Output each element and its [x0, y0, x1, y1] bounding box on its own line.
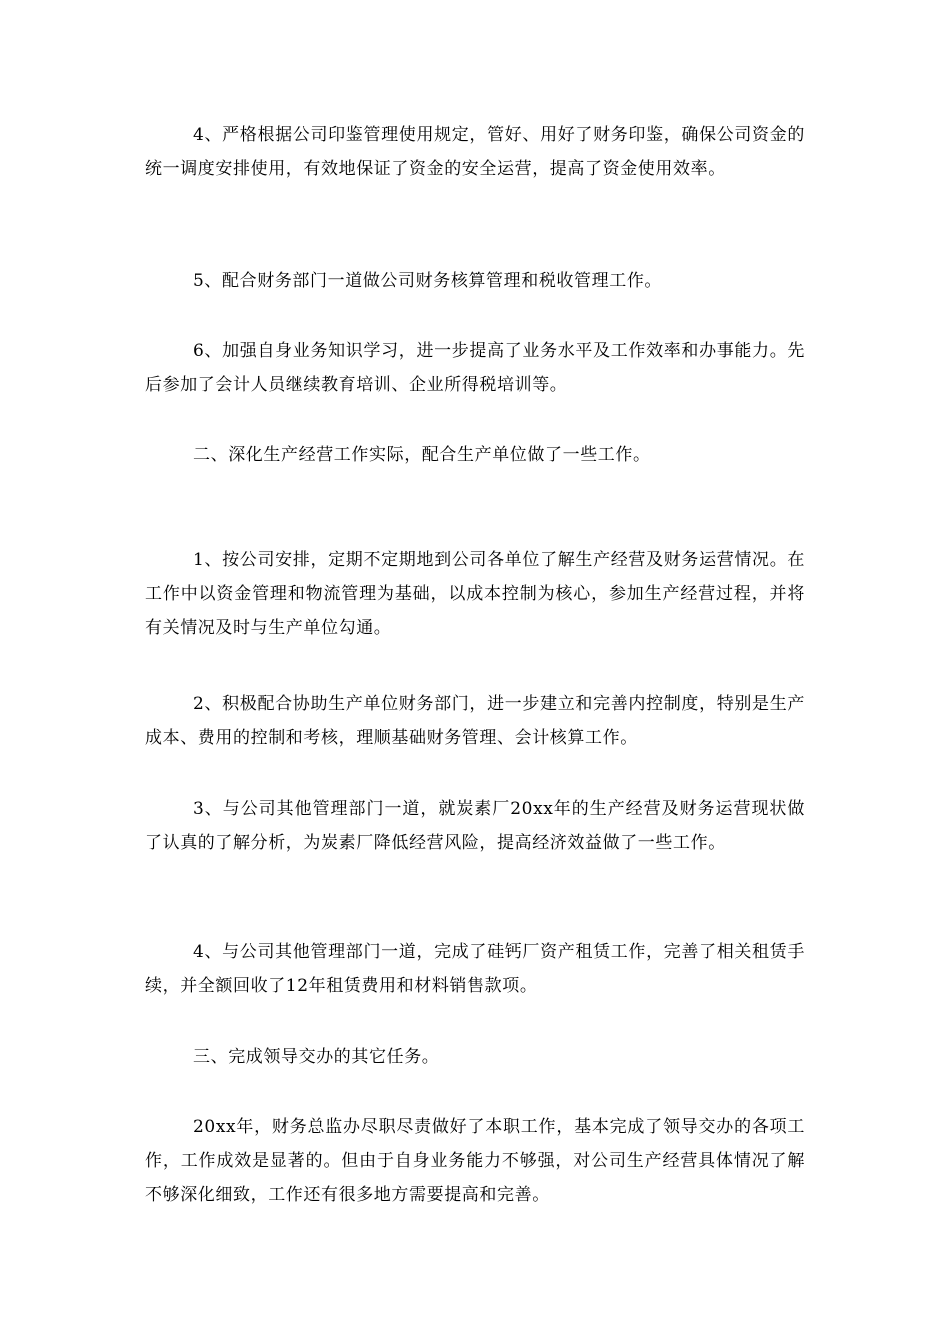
paragraph-summary: 20xx年，财务总监办尽职尽责做好了本职工作，基本完成了领导交办的各项工作，工作成效是显著的。但由于自身业务能力不够强，对公司生产经营具体情况了解不够深化细致，工作还有很多地方需要提高和完善。	[145, 1117, 805, 1205]
paragraph-site-visits: 1、按公司安排，定期不定期地到公司各单位了解生产经营及财务运营情况。在工作中以资金管理和物流管理为基础，以成本控制为核心，参加生产经营过程，并将有关情况及时与生产单位勾通。	[145, 550, 805, 638]
paragraph-internal-control: 2、积极配合协助生产单位财务部门，进一步建立和完善内控制度，特别是生产成本、费用的控制和考核，理顺基础财务管理、会计核算工作。	[145, 694, 805, 748]
paragraph-seal-management: 4、严格根据公司印鉴管理使用规定，管好、用好了财务印鉴，确保公司资金的统一调度安排使用，有效地保证了资金的安全运营，提高了资金使用效率。	[145, 125, 805, 179]
section-heading-other-tasks: 三、完成领导交办的其它任务。	[193, 1047, 440, 1067]
section-heading-production: 二、深化生产经营工作实际，配合生产单位做了一些工作。	[193, 445, 651, 465]
paragraph-silicon-calcium-plant: 4、与公司其他管理部门一道，完成了硅钙厂资产租赁工作，完善了相关租赁手续，并全额回收了12年租赁费用和材料销售款项。	[145, 942, 805, 996]
paragraph-tax-management: 5、配合财务部门一道做公司财务核算管理和税收管理工作。	[193, 271, 663, 291]
paragraph-carbon-plant: 3、与公司其他管理部门一道，就炭素厂20xx年的生产经营及财务运营现状做了认真的了解分析，为炭素厂降低经营风险，提高经济效益做了一些工作。	[145, 799, 805, 853]
paragraph-self-study: 6、加强自身业务知识学习，进一步提高了业务水平及工作效率和办事能力。先后参加了会计人员继续教育培训、企业所得税培训等。	[145, 341, 805, 395]
